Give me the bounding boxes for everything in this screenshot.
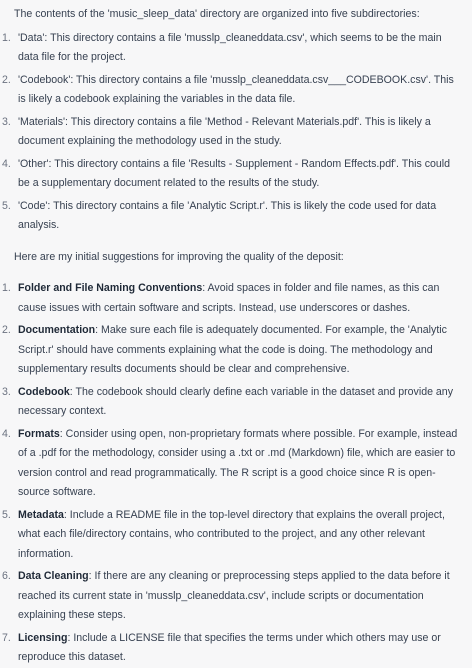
list-number: 6. [2, 570, 11, 582]
directory-list [2, 29, 460, 236]
list-item-text: 'Code': This directory contains a file 'Analytic Script.r'. This is likely the code used for data analysis. [18, 199, 437, 231]
list-item-text: 'Materials': This directory contains a file 'Method - Relevant Materials.pdf'. This is likely a document explaining the methodology used in the study. [18, 115, 431, 147]
list-item [2, 71, 460, 110]
list-number: 5. [2, 199, 11, 212]
suggestion-title: Data Cleaning [18, 570, 89, 582]
list-number: 2. [2, 73, 11, 86]
list-number: 3. [2, 385, 11, 398]
list-number: 1. [2, 31, 11, 44]
list-item [2, 321, 460, 380]
suggestion-title: Folder and File Naming Conventions [18, 282, 203, 294]
suggestion-text: : If there are any cleaning or preprocessing steps applied to the data before it reached its current state in 'musslp_cleaneddata.csv', include scripts or documentation explaining these steps. [18, 570, 450, 621]
list-item [2, 383, 460, 422]
list-number: 5. [2, 508, 11, 521]
intro-text: The contents of the 'music_sleep_data' directory are organized into five subdirectories: [14, 8, 420, 20]
suggestion-title: Formats [18, 427, 60, 440]
list-item [2, 197, 460, 236]
suggestion-text: : Make sure each file is adequately documented. For example, the 'Analytic Script.r' should have comments explaining what the code is doing. The methodology and supplementary results documents should be clear and comprehensive. [18, 324, 447, 375]
suggestion-text: : Avoid spaces in folder and file names, as this can cause issues with certain software and scripts. Instead, use underscores or dashes. [18, 282, 440, 314]
suggestion-list [2, 279, 460, 668]
list-number: 1. [2, 282, 11, 294]
list-item-text: 'Codebook': This directory contains a file 'musslp_cleaneddata.csv___CODEBOOK.csv'. This is likely a codebook explaining the variables in the data file. [18, 73, 454, 105]
suggestion-text: : The codebook should clearly define each variable in the dataset and provide any necessary context. [18, 385, 453, 417]
list-item [2, 567, 460, 626]
list-number: 7. [2, 631, 11, 644]
suggestion-title: Licensing [18, 631, 68, 644]
list-item-text: 'Data': This directory contains a file 'musslp_cleaneddata.csv', which seems to be the main data file for the project. [18, 31, 442, 63]
list-number: 4. [2, 427, 11, 440]
list-item-text: 'Other': This directory contains a file 'Results - Supplement - Random Effects.pdf'. This could be a supplementary document related to the results of the study. [18, 157, 451, 189]
suggestion-title: Metadata [18, 508, 64, 521]
list-item [2, 279, 460, 318]
suggestion-title: Codebook [18, 385, 70, 398]
suggestion-text: : Include a LICENSE file that specifies the terms under which others may use or reproduce this dataset. [18, 631, 441, 663]
list-item [2, 506, 460, 565]
suggestion-text: : Consider using open, non-proprietary formats where possible. For example, instead of a .pdf for the methodology, consider using a .txt or .md (Markdown) file, which are easier to version control and read programmatically. The R script is a good choice since R is open-source software. [18, 427, 458, 498]
list-item [2, 629, 460, 668]
list-item [2, 155, 460, 194]
list-item [2, 113, 460, 152]
list-number: 3. [2, 115, 11, 128]
suggestions-intro-text: Here are my initial suggestions for improving the quality of the deposit: [14, 250, 344, 263]
list-number: 2. [2, 324, 11, 336]
suggestion-text: : Include a README file in the top-level directory that explains the overall project, what each file/directory contains, who contributed to the project, and any other relevant information. [18, 508, 445, 560]
suggestion-title: Documentation [18, 324, 96, 336]
list-item [2, 425, 460, 503]
list-item [2, 29, 460, 68]
list-number: 4. [2, 157, 11, 170]
